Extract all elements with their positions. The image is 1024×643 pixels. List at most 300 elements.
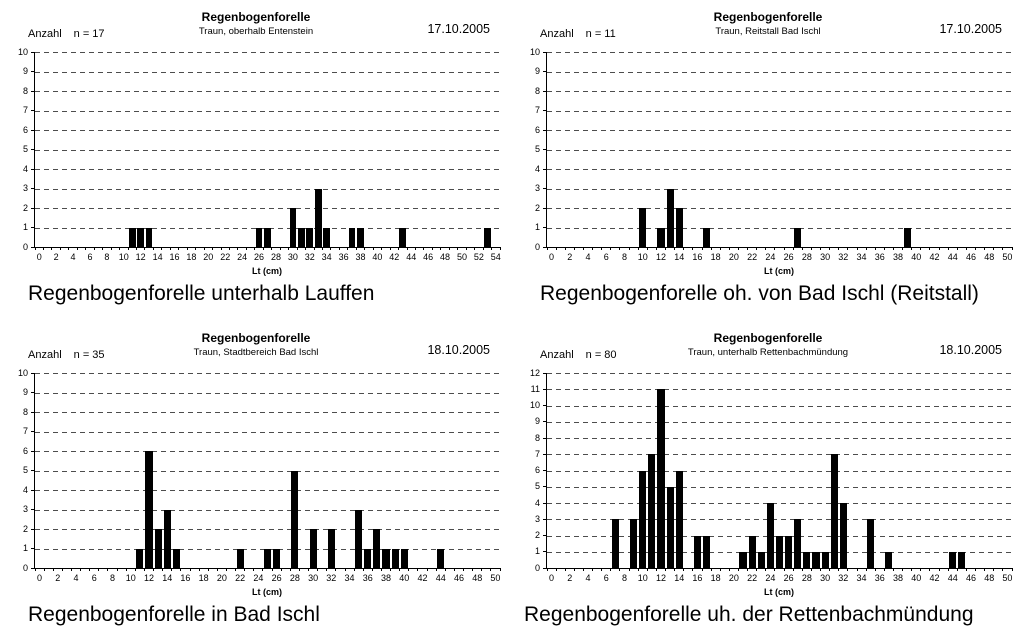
x-tick-mark bbox=[1012, 247, 1013, 250]
y-tick-label: 6 bbox=[22, 445, 28, 456]
x-tick-label: 44 bbox=[947, 252, 958, 262]
y-tick-mark bbox=[543, 389, 547, 390]
y-tick-mark bbox=[543, 373, 547, 374]
y-tick-label: 4 bbox=[22, 484, 28, 495]
x-tick-mark bbox=[902, 568, 903, 571]
x-tick-mark bbox=[390, 247, 391, 250]
x-tick-label: 12 bbox=[135, 252, 146, 262]
y-tick-label: 3 bbox=[22, 504, 28, 514]
y-tick-mark bbox=[31, 52, 35, 53]
histogram-bar bbox=[137, 228, 144, 248]
x-tick-label: 48 bbox=[984, 252, 995, 262]
x-tick-label: 30 bbox=[308, 573, 319, 583]
y-tick-mark bbox=[543, 169, 547, 170]
y-tick-mark bbox=[543, 52, 547, 53]
y-tick-mark bbox=[31, 392, 35, 393]
gridline bbox=[35, 373, 500, 374]
x-tick-mark bbox=[98, 568, 99, 571]
x-tick-label: 46 bbox=[965, 573, 976, 583]
gridline bbox=[35, 393, 500, 394]
histogram-bar bbox=[264, 549, 271, 569]
x-tick-mark bbox=[820, 568, 821, 571]
x-tick-mark bbox=[720, 247, 721, 250]
x-tick-mark bbox=[491, 247, 492, 250]
x-tick-mark bbox=[574, 247, 575, 250]
x-tick-mark bbox=[939, 247, 940, 250]
gridline bbox=[35, 111, 500, 112]
y-tick-label: 5 bbox=[22, 144, 28, 154]
x-tick-mark bbox=[975, 247, 976, 250]
gridline bbox=[547, 150, 1012, 151]
chart-title: Regenbogenforelle bbox=[713, 331, 823, 345]
x-tick-label: 16 bbox=[692, 573, 703, 583]
x-tick-mark bbox=[774, 568, 775, 571]
y-tick-mark bbox=[543, 438, 547, 439]
y-tick-mark bbox=[31, 548, 35, 549]
x-tick-mark bbox=[547, 247, 548, 250]
x-tick-mark bbox=[911, 568, 912, 571]
x-tick-mark bbox=[347, 247, 348, 250]
histogram-bar bbox=[310, 529, 317, 568]
x-tick-mark bbox=[299, 568, 300, 571]
x-tick-label: 24 bbox=[765, 573, 776, 583]
histogram-bar bbox=[639, 471, 646, 569]
gridline bbox=[547, 208, 1012, 209]
y-tick-mark bbox=[31, 130, 35, 131]
x-tick-mark bbox=[330, 247, 331, 250]
histogram-bar bbox=[867, 519, 874, 568]
x-tick-mark bbox=[556, 247, 557, 250]
gridline bbox=[35, 208, 500, 209]
gridline bbox=[35, 490, 500, 491]
x-tick-label: 34 bbox=[344, 573, 355, 583]
histogram-bar bbox=[776, 536, 783, 569]
histogram-bar bbox=[392, 549, 399, 569]
x-tick-mark bbox=[929, 247, 930, 250]
chart-date: 18.10.2005 bbox=[427, 343, 490, 357]
x-tick-mark bbox=[857, 568, 858, 571]
y-tick-label: 2 bbox=[534, 202, 540, 213]
x-tick-mark bbox=[381, 568, 382, 571]
plot-area bbox=[529, 367, 1013, 583]
x-tick-mark bbox=[440, 247, 441, 250]
y-tick-mark bbox=[31, 509, 35, 510]
chart-date: 18.10.2005 bbox=[939, 343, 1002, 357]
y-tick-mark bbox=[31, 412, 35, 413]
x-tick-mark bbox=[966, 247, 967, 250]
x-tick-label: 10 bbox=[637, 252, 648, 262]
x-tick-mark bbox=[363, 568, 364, 571]
y-tick-label: 1 bbox=[534, 222, 540, 232]
x-tick-mark bbox=[217, 568, 218, 571]
x-tick-mark bbox=[89, 568, 90, 571]
y-tick-label: 7 bbox=[22, 105, 28, 115]
x-tick-mark bbox=[711, 568, 712, 571]
gridline bbox=[547, 471, 1012, 472]
x-tick-mark bbox=[847, 247, 848, 250]
x-tick-mark bbox=[153, 568, 154, 571]
x-tick-mark bbox=[565, 247, 566, 250]
y-tick-mark bbox=[543, 470, 547, 471]
x-tick-label: 42 bbox=[389, 252, 400, 262]
histogram-bar bbox=[306, 228, 313, 248]
x-tick-label: 28 bbox=[289, 573, 300, 583]
x-tick-mark bbox=[449, 247, 450, 250]
x-tick-mark bbox=[288, 247, 289, 250]
x-tick-mark bbox=[272, 568, 273, 571]
x-tick-mark bbox=[656, 247, 657, 250]
histogram-bar bbox=[639, 208, 646, 247]
x-tick-mark bbox=[290, 568, 291, 571]
plot-wrapper bbox=[529, 46, 1013, 262]
y-tick-label: 10 bbox=[529, 400, 540, 410]
x-tick-mark bbox=[601, 568, 602, 571]
x-tick-mark bbox=[638, 568, 639, 571]
x-tick-label: 44 bbox=[406, 252, 417, 262]
histogram-bar bbox=[794, 519, 801, 568]
x-tick-mark bbox=[136, 247, 137, 250]
gridline bbox=[35, 72, 500, 73]
x-tick-mark bbox=[466, 247, 467, 250]
x-axis-label: Lt (cm) bbox=[252, 266, 282, 276]
y-tick-label: 1 bbox=[22, 543, 28, 553]
x-tick-label: 26 bbox=[783, 252, 794, 262]
x-tick-label: 20 bbox=[728, 252, 739, 262]
y-tick-label: 5 bbox=[534, 144, 540, 154]
histogram-bar bbox=[749, 536, 756, 569]
x-tick-mark bbox=[204, 247, 205, 250]
x-tick-label: 46 bbox=[965, 252, 976, 262]
x-tick-label: 20 bbox=[203, 252, 214, 262]
histogram-bar bbox=[667, 487, 674, 568]
chart-panel-bad-ischl bbox=[0, 321, 512, 643]
x-tick-mark bbox=[263, 247, 264, 250]
histogram-bar bbox=[355, 510, 362, 569]
x-tick-label: 18 bbox=[710, 252, 721, 262]
chart-header bbox=[0, 321, 512, 373]
x-tick-mark bbox=[144, 247, 145, 250]
x-tick-label: 6 bbox=[603, 573, 609, 583]
x-tick-mark bbox=[574, 568, 575, 571]
x-tick-mark bbox=[975, 568, 976, 571]
gridline bbox=[35, 91, 500, 92]
x-tick-mark bbox=[793, 568, 794, 571]
gridline bbox=[35, 432, 500, 433]
histogram-bar bbox=[237, 549, 244, 569]
x-tick-label: 10 bbox=[125, 573, 136, 583]
x-tick-mark bbox=[729, 247, 730, 250]
histogram-bar bbox=[648, 454, 655, 568]
x-tick-mark bbox=[893, 568, 894, 571]
x-tick-mark bbox=[902, 247, 903, 250]
y-tick-mark bbox=[31, 490, 35, 491]
x-tick-mark bbox=[829, 247, 830, 250]
x-tick-label: 50 bbox=[1002, 573, 1013, 583]
x-tick-mark bbox=[119, 247, 120, 250]
y-tick-label: 7 bbox=[534, 105, 540, 115]
chart-date: 17.10.2005 bbox=[939, 22, 1002, 36]
histogram-bar bbox=[676, 208, 683, 247]
x-tick-mark bbox=[415, 247, 416, 250]
y-tick-mark bbox=[31, 110, 35, 111]
gridline bbox=[35, 412, 500, 413]
x-tick-mark bbox=[212, 247, 213, 250]
x-tick-label: 4 bbox=[73, 573, 79, 583]
x-tick-mark bbox=[692, 568, 693, 571]
y-tick-mark bbox=[543, 454, 547, 455]
x-tick-mark bbox=[107, 568, 108, 571]
plot-area bbox=[17, 367, 501, 583]
y-tick-mark bbox=[31, 227, 35, 228]
x-tick-label: 50 bbox=[456, 252, 467, 262]
gridline bbox=[547, 228, 1012, 229]
x-tick-mark bbox=[601, 247, 602, 250]
x-tick-mark bbox=[500, 568, 501, 571]
x-tick-label: 24 bbox=[253, 573, 264, 583]
x-tick-label: 10 bbox=[637, 573, 648, 583]
x-tick-mark bbox=[314, 247, 315, 250]
plot-area bbox=[529, 46, 1013, 262]
histogram-bar bbox=[831, 454, 838, 568]
x-tick-mark bbox=[308, 568, 309, 571]
histogram-bar bbox=[703, 228, 710, 248]
x-tick-mark bbox=[427, 568, 428, 571]
x-tick-mark bbox=[445, 568, 446, 571]
x-tick-mark bbox=[993, 247, 994, 250]
x-tick-label: 36 bbox=[362, 573, 373, 583]
histogram-bar bbox=[657, 389, 664, 568]
y-tick-label: 0 bbox=[534, 241, 540, 252]
x-tick-mark bbox=[984, 568, 985, 571]
x-tick-mark bbox=[161, 247, 162, 250]
x-tick-mark bbox=[500, 247, 501, 250]
y-tick-mark bbox=[543, 227, 547, 228]
x-tick-label: 2 bbox=[567, 252, 573, 262]
x-tick-mark bbox=[43, 247, 44, 250]
x-tick-mark bbox=[811, 568, 812, 571]
x-tick-mark bbox=[339, 247, 340, 250]
x-tick-label: 10 bbox=[118, 252, 129, 262]
x-tick-mark bbox=[920, 247, 921, 250]
histogram-bar bbox=[885, 552, 892, 568]
x-tick-label: 4 bbox=[585, 573, 591, 583]
gridline bbox=[547, 406, 1012, 407]
x-tick-mark bbox=[747, 247, 748, 250]
x-tick-mark bbox=[610, 247, 611, 250]
chart-header bbox=[0, 0, 512, 52]
x-tick-mark bbox=[322, 247, 323, 250]
x-tick-mark bbox=[454, 568, 455, 571]
gridline bbox=[547, 422, 1012, 423]
y-tick-label: 12 bbox=[529, 367, 540, 378]
x-tick-mark bbox=[483, 247, 484, 250]
x-tick-mark bbox=[820, 247, 821, 250]
x-tick-label: 32 bbox=[326, 573, 337, 583]
y-tick-mark bbox=[543, 149, 547, 150]
y-tick-mark bbox=[543, 535, 547, 536]
y-tick-mark bbox=[543, 421, 547, 422]
chart-date: 17.10.2005 bbox=[427, 22, 490, 36]
x-tick-label: 26 bbox=[254, 252, 265, 262]
x-tick-label: 28 bbox=[801, 252, 812, 262]
y-tick-mark bbox=[31, 169, 35, 170]
x-tick-mark bbox=[674, 568, 675, 571]
x-tick-label: 16 bbox=[692, 252, 703, 262]
x-tick-label: 14 bbox=[152, 252, 163, 262]
x-tick-label: 0 bbox=[36, 252, 42, 262]
x-tick-mark bbox=[847, 568, 848, 571]
histogram-bar bbox=[812, 552, 819, 568]
gridline bbox=[35, 169, 500, 170]
y-tick-label: 6 bbox=[534, 465, 540, 475]
x-tick-mark bbox=[592, 568, 593, 571]
x-tick-label: 50 bbox=[1002, 252, 1013, 262]
x-tick-label: 36 bbox=[874, 252, 885, 262]
x-tick-label: 44 bbox=[435, 573, 446, 583]
x-tick-mark bbox=[583, 568, 584, 571]
y-tick-label: 0 bbox=[534, 562, 540, 573]
x-tick-mark bbox=[720, 568, 721, 571]
histogram-bar bbox=[739, 552, 746, 568]
histogram-bar bbox=[264, 228, 271, 248]
x-tick-mark bbox=[784, 247, 785, 250]
x-tick-label: 48 bbox=[984, 573, 995, 583]
x-tick-label: 8 bbox=[104, 252, 110, 262]
y-tick-mark bbox=[31, 529, 35, 530]
x-tick-mark bbox=[547, 568, 548, 571]
x-tick-label: 2 bbox=[55, 573, 61, 583]
y-tick-mark bbox=[31, 91, 35, 92]
x-tick-label: 20 bbox=[728, 573, 739, 583]
histogram-bar bbox=[328, 529, 335, 568]
x-tick-mark bbox=[793, 247, 794, 250]
plot-wrapper bbox=[17, 46, 501, 262]
x-tick-mark bbox=[966, 568, 967, 571]
x-tick-mark bbox=[920, 568, 921, 571]
x-tick-mark bbox=[229, 247, 230, 250]
x-tick-mark bbox=[665, 247, 666, 250]
histogram-bar bbox=[904, 228, 911, 248]
histogram-bar bbox=[145, 451, 152, 568]
x-tick-label: 12 bbox=[143, 573, 154, 583]
x-tick-mark bbox=[253, 568, 254, 571]
histogram-bar bbox=[173, 549, 180, 569]
x-tick-mark bbox=[875, 247, 876, 250]
gridline bbox=[547, 454, 1012, 455]
x-tick-mark bbox=[993, 568, 994, 571]
chart-subtitle: Traun, unterhalb Rettenbachmündung bbox=[687, 347, 849, 358]
y-tick-label: 5 bbox=[22, 465, 28, 475]
histogram-bar bbox=[437, 549, 444, 569]
x-tick-mark bbox=[170, 247, 171, 250]
x-tick-mark bbox=[94, 247, 95, 250]
x-tick-mark bbox=[408, 568, 409, 571]
x-tick-mark bbox=[702, 568, 703, 571]
gridline bbox=[35, 451, 500, 452]
y-tick-label: 2 bbox=[22, 523, 28, 534]
x-tick-mark bbox=[235, 568, 236, 571]
x-tick-label: 6 bbox=[603, 252, 609, 262]
gridline bbox=[547, 389, 1012, 390]
y-tick-label: 2 bbox=[22, 202, 28, 213]
histogram-bar bbox=[484, 228, 491, 248]
x-tick-mark bbox=[317, 568, 318, 571]
x-tick-label: 42 bbox=[929, 252, 940, 262]
x-tick-mark bbox=[619, 247, 620, 250]
histogram-bar bbox=[612, 519, 619, 568]
plot-wrapper bbox=[529, 367, 1013, 583]
gridline bbox=[547, 130, 1012, 131]
x-tick-mark bbox=[390, 568, 391, 571]
x-tick-mark bbox=[187, 247, 188, 250]
y-axis-title: Anzahl bbox=[540, 349, 574, 361]
y-tick-label: 9 bbox=[22, 66, 28, 76]
histogram-bar bbox=[323, 228, 330, 248]
x-tick-label: 2 bbox=[53, 252, 59, 262]
x-tick-mark bbox=[117, 568, 118, 571]
gridline bbox=[35, 130, 500, 131]
y-tick-label: 9 bbox=[22, 387, 28, 397]
x-tick-mark bbox=[656, 568, 657, 571]
x-tick-mark bbox=[774, 247, 775, 250]
x-tick-mark bbox=[226, 568, 227, 571]
x-tick-label: 34 bbox=[321, 252, 332, 262]
x-tick-label: 28 bbox=[270, 252, 281, 262]
x-tick-mark bbox=[984, 247, 985, 250]
x-tick-mark bbox=[683, 568, 684, 571]
x-tick-label: 40 bbox=[399, 573, 410, 583]
x-tick-mark bbox=[457, 247, 458, 250]
x-tick-label: 14 bbox=[674, 252, 685, 262]
x-tick-label: 16 bbox=[180, 573, 191, 583]
x-tick-mark bbox=[432, 247, 433, 250]
x-tick-mark bbox=[829, 568, 830, 571]
chart-subtitle: Traun, oberhalb Entenstein bbox=[198, 26, 314, 37]
x-tick-mark bbox=[237, 247, 238, 250]
x-tick-mark bbox=[838, 247, 839, 250]
x-tick-mark bbox=[326, 568, 327, 571]
x-tick-label: 38 bbox=[893, 573, 904, 583]
x-tick-label: 0 bbox=[37, 573, 43, 583]
chart-subtitle: Traun, Stadtbereich Bad Ischl bbox=[193, 347, 319, 358]
y-tick-mark bbox=[31, 470, 35, 471]
histogram-bar bbox=[785, 536, 792, 569]
x-tick-mark bbox=[592, 247, 593, 250]
histogram-bar bbox=[667, 189, 674, 248]
x-tick-label: 14 bbox=[162, 573, 173, 583]
x-tick-mark bbox=[702, 247, 703, 250]
y-tick-mark bbox=[31, 373, 35, 374]
x-tick-label: 18 bbox=[198, 573, 209, 583]
histogram-bar bbox=[758, 552, 765, 568]
y-tick-label: 8 bbox=[534, 85, 540, 96]
chart-caption: Regenbogenforelle unterhalb Lauffen bbox=[28, 282, 375, 305]
x-tick-mark bbox=[195, 247, 196, 250]
y-tick-mark bbox=[543, 110, 547, 111]
histogram-bar bbox=[401, 549, 408, 569]
x-tick-mark bbox=[610, 568, 611, 571]
y-tick-label: 6 bbox=[534, 124, 540, 135]
x-tick-mark bbox=[738, 568, 739, 571]
x-tick-mark bbox=[583, 247, 584, 250]
y-tick-label: 3 bbox=[534, 183, 540, 193]
x-axis-label: Lt (cm) bbox=[252, 587, 282, 597]
y-tick-mark bbox=[31, 451, 35, 452]
histogram-bar bbox=[291, 471, 298, 569]
x-tick-mark bbox=[802, 568, 803, 571]
x-tick-mark bbox=[335, 568, 336, 571]
x-tick-label: 30 bbox=[287, 252, 298, 262]
